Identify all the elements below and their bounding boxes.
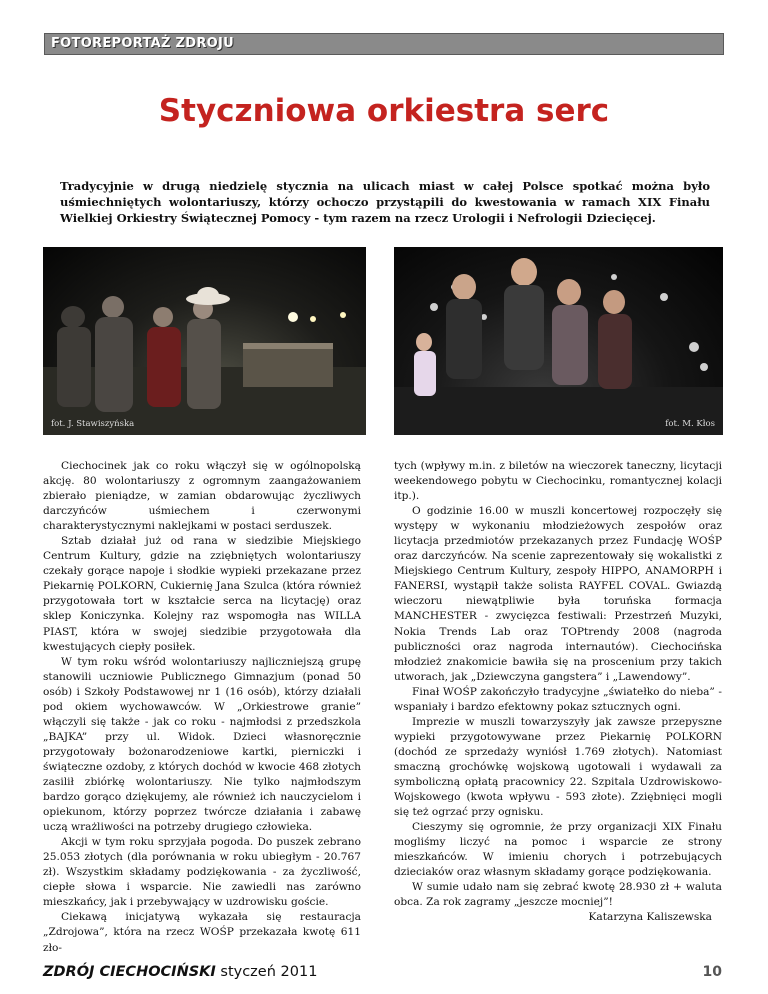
paragraph: Sztab działał już od rana w siedzibie Miejskiego Centrum Kultury, gdzie na zziębniętych wolontariuszy czekały gorące napoje i słodkie wypieki przekazane przez Piekarnię POLKORN, Cukiernię Jana Szulca (która również przygotowała tort w kształcie serca na licytację) oraz sklep Koniczynka. Kolejny raz wspomogła nas WILLA PIAST, która w swojej siedzibie przygotowała dla kwestujących ciepły posiłek. — [43, 535, 361, 653]
paragraph: Imprezie w muszli towarzyszyły jak zawsze przepyszne wypieki przygotowywane przez Piekarnię POLKORN (dochód ze sprzedaży wyniósł 1.769 złotych). Natomiast smaczną grochówkę wojskową ugotowali i wydawali za symboliczną opłatą pracownicy 22. Szpitala Uzdrowiskowo-Wojskowego (kwota wpływu - 593 złote). Zziębnięci mogli się też ogrzać przy ognisku. — [394, 715, 722, 819]
paragraph: Akcji w tym roku sprzyjała pogoda. Do puszek zebrano 25.053 złotych (dla porównania w roku ubiegłym - 20.767 zł). Wszystkim składamy podziękowania - za życzliwość, ciepłe słowa i wsparcie. Nie zawiedli nas zarówno mieszkańcy, jak i przebywający w uzdrowisku goście. — [43, 836, 361, 909]
paragraph: Cieszymy się ogromnie, że przy organizacji XIX Finału mogliśmy liczyć na pomoc i wsparcie ze strony mieszkańców. W imieniu chorych i potrzebujących dzieciaków oraz własnym składamy gorące podziękowania. — [394, 821, 722, 879]
paragraph: Ciechocinek jak co roku włączył się w ogólnopolską akcję. 80 wolontariuszy z ogromnym zaangażowaniem zbierało pieniądze, w zamian obdarowując życzliwych darczyńców uśmiechem i czerwonymi charakterystycznymi naklejkami w postaci serduszek. — [43, 460, 361, 533]
photo-credit-left: fot. J. Stawiszyńska — [51, 419, 135, 429]
photo-credit-right: fot. M. Kłos — [665, 419, 715, 429]
paragraph: W tym roku wśród wolontariuszy najliczniejszą grupę stanowili uczniowie Publicznego Gimnazjum (ponad 50 osób) i Szkoły Podstawowej nr 1 (16 osób), którzy działali pod okiem wychowawców. W „Orkiestrowe granie” włączyli się także - jak co roku - najmłodsi z przedszkola „BAJKA” przy ul. Widok. Dzieci własnoręcznie przygotowały bożonarodzeniowe kartki, pierniczki i świąteczne ozdoby, z których dochód w kwocie 468 złotych zasilił zbiórkę wolontariuszy. Nie tylko najmłodszym bardzo gorąco dziękujemy, ale również ich nauczycielom i opiekunom, którzy poprzez twórcze działania i zabawę uczą wrażliwości na potrzeby drugiego człowieka. — [43, 655, 361, 834]
paragraph-continued: tych (wpływy m.in. z biletów na wieczorek taneczny, licytacji weekendowego pobytu w Ciechocinku, romantycznej kolacji itp.). — [394, 460, 722, 503]
photo-volunteers-illustration — [43, 247, 366, 435]
paragraph: O godzinie 16.00 w muszli koncertowej rozpoczęły się występy w wykonaniu młodzieżowych zespołów oraz licytacja przedmiotów przekazanych przez Fundację WOŚP oraz darczyńców. Na scenie zaprezentowały się wokalistki z Miejskiego Centrum Kultury, zespoły HIPPO, ANAMORPH i FANERSI, wystąpił także solista RAYFEL COVAL. Gwiazdą wieczoru niewątpliwie była toruńska formacja MANCHESTER - zwycięzca festiwali: Przestrzeń Muzyki, Nokia Trends Lab oraz TOPtrendy 2008 (nagroda publiczności oraz nagroda internautów). Ciechocińska młodzież znakomicie bawiła się na proscenium przy takich utworach, jak „Dziewczyna gangstera” i „Lawendowy”. — [394, 505, 722, 683]
section-label: FOTOREPORTAŻ ZDROJU — [51, 36, 234, 51]
issue-date: styczeń 2011 — [220, 964, 318, 980]
paragraph: Finał WOŚP zakończyło tradycyjne „światełko do nieba” - wspaniały i bardzo efektowny pokaz sztucznych ogni. — [394, 685, 722, 713]
article-column-left — [43, 459, 361, 956]
section-label-bar — [44, 33, 724, 55]
article-column-right — [394, 459, 722, 925]
footer-publication — [43, 964, 317, 980]
photo-volunteers — [43, 247, 366, 435]
page-number: 10 — [702, 964, 722, 980]
publication-name: ZDRÓJ CIECHOCIŃSKI — [43, 964, 216, 980]
article-headline: Styczniowa orkiestra serc — [158, 93, 610, 129]
article-lead: Tradycyjnie w drugą niedzielę stycznia na ulicach miast w całej Polsce spotkać można było uśmiechniętych wolontariuszy, którzy ochoczo przystąpili do kwestowania w ramach XIX Finału Wielkiej Orkiestry Świątecznej Pomocy - tym razem na rzecz Urologii i Nefrologii Dziecięcej. — [60, 179, 710, 225]
paragraph: W sumie udało nam się zebrać kwotę 28.930 zł + waluta obca. Za rok zagramy „jeszcze mocniej”! — [394, 881, 722, 909]
photo-dancing-illustration — [394, 247, 723, 435]
author-signature: Katarzyna Kaliszewska — [588, 911, 712, 924]
paragraph: Ciekawą inicjatywą wykazała się restauracja „Zdrojowa”, która na rzecz WOŚP przekazała kwotę 611 zło- — [43, 911, 361, 954]
photo-dancing — [394, 247, 723, 435]
